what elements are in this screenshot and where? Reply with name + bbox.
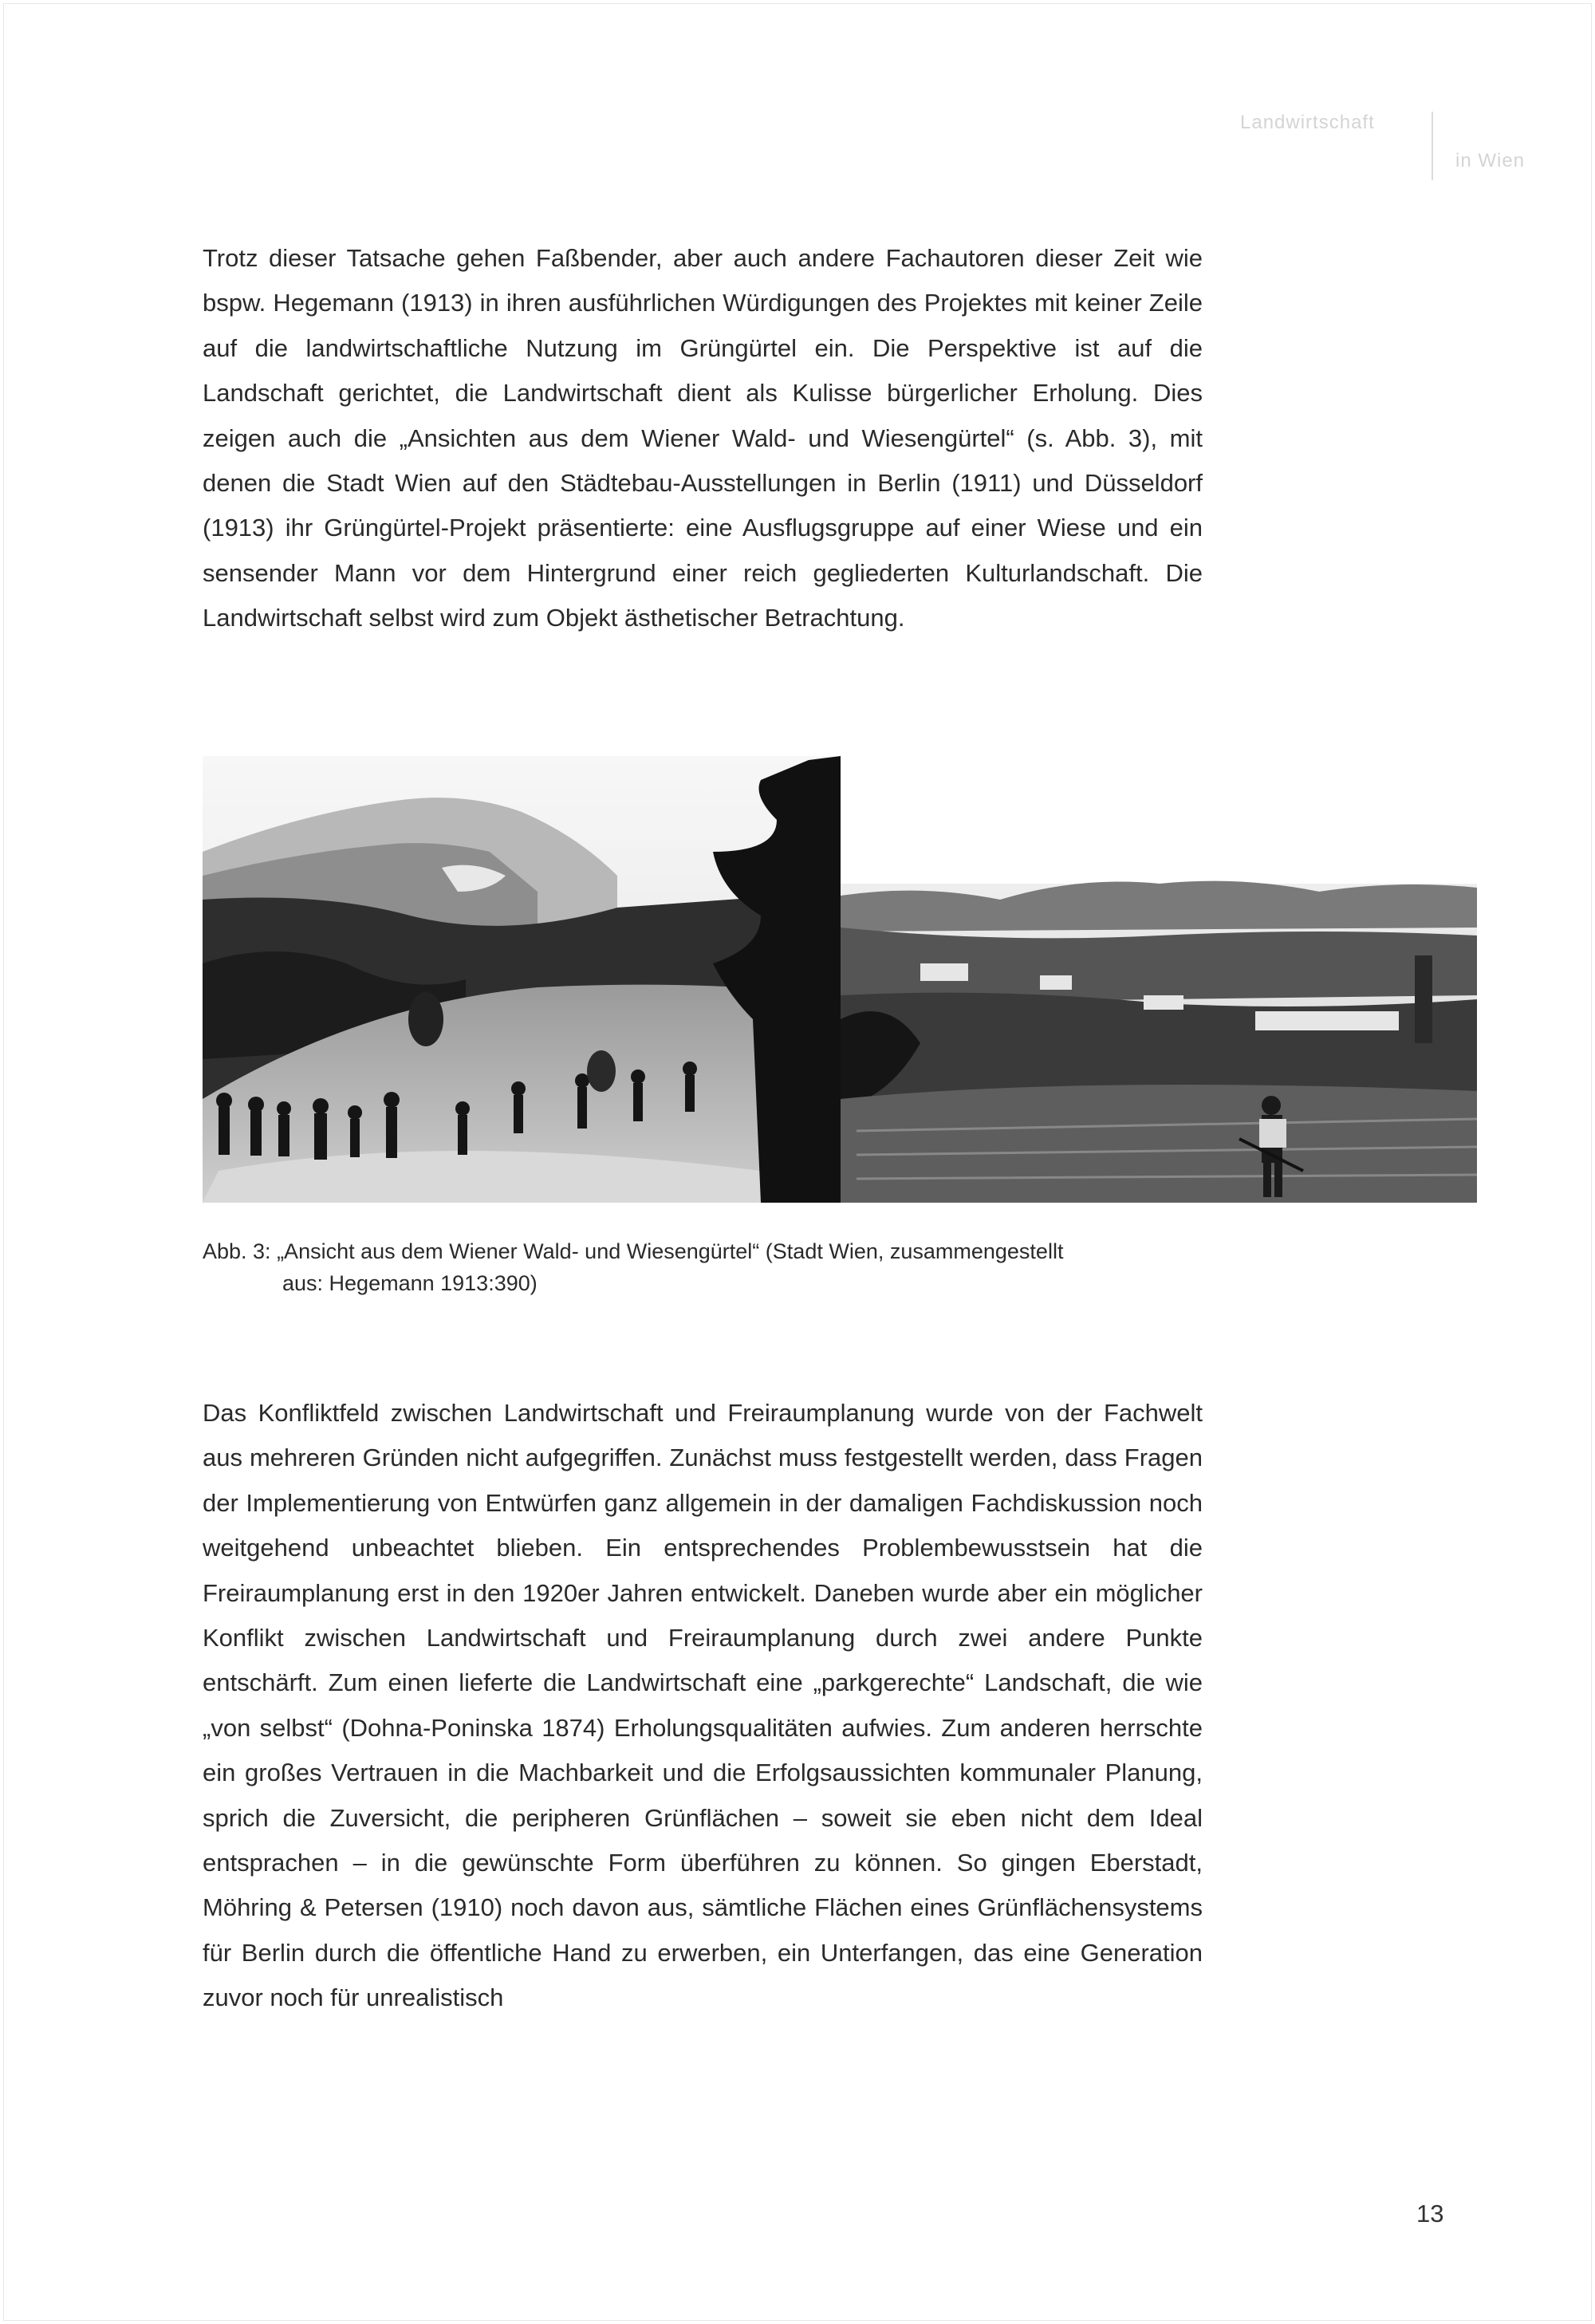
figure-photographs xyxy=(203,756,1477,1203)
running-header-subtitle: in Wien xyxy=(1455,150,1526,171)
running-header xyxy=(1232,112,1551,183)
body-paragraph-2: Das Konfliktfeld zwischen Landwirtschaft und Freiraumplanung wurde von der Fachwelt aus mehreren Gründen nicht aufgegriffen. Zunächst muss festgestellt werden, dass Fragen der Implementierung von Entwürfen ganz allgemein in der damaligen Fachdiskussion noch weitgehend unbeachtet blieben. Ein entsprechendes Problembewusstsein hat die Freiraumplanung erst in den 1920er Jahren entwickelt. Daneben wurde aber ein möglicher Konflikt zwischen Landwirtschaft und Freiraumplanung durch zwei andere Punkte entschärft. Zum einen lieferte die Landwirtschaft eine „parkgerechte“ Landschaft, die wie „von selbst“ (Dohna-Poninska 1874) Erholungsqualitäten aufwies. Zum anderen herrschte ein großes Vertrauen in die Machbarkeit und die Erfolgsaussichten kommunaler Planung, sprich die Zuversicht, die peripheren Grünflächen – soweit sie eben nicht dem Ideal entsprachen – in die gewünschte Form überführen zu können. So gingen Eberstadt, Möhring & Petersen (1910) noch davon aus, sämtliche Flächen eines Grünflächensystems für Berlin durch die öffentliche Hand zu erwerben, ein Unterfangen, das eine Generation zuvor noch für unrealistisch xyxy=(203,1399,1203,2012)
body-paragraph-1: Trotz dieser Tatsache gehen Faßbender, aber auch andere Fachautoren dieser Zeit wie bspw. Hegemann (1913) in ihren ausführlichen Würdigungen des Projektes mit keiner Zeile auf die landwirtschaftliche Nutzung im Grüngürtel ein. Die Perspektive ist auf die Landschaft gerichtet, die Landwirtschaft dient als Kulisse bürgerlicher Erholung. Dies zeigen auch die „Ansichten aus dem Wiener Wald- und Wiesengürtel“ (s. Abb. 3), mit denen die Stadt Wien auf den Städtebau-Ausstellungen in Berlin (1911) und Düsseldorf (1913) ihr Grüngürtel-Projekt präsentierte: eine Ausflugsgruppe auf einer Wiese und ein sensender Mann vor dem Hintergrund einer reich gegliederten Kulturlandschaft. Die Landwirtschaft selbst wird zum Objekt ästhetischer Betrachtung. xyxy=(203,244,1203,632)
header-divider xyxy=(1432,112,1433,180)
running-header-title: Landwirtschaft xyxy=(1240,112,1375,133)
caption-line-1: Abb. 3: „Ansicht aus dem Wiener Wald- und Wiesengürtel“ (Stadt Wien, zusammengestellt xyxy=(203,1239,1064,1263)
photo-scything-man-landscape xyxy=(841,881,1477,1203)
figure-caption xyxy=(203,1235,1335,1299)
photo-excursion-group-meadow xyxy=(203,756,841,1203)
caption-line-2: aus: Hegemann 1913:390) xyxy=(282,1271,538,1295)
page-number: 13 xyxy=(1416,2200,1444,2227)
figure-photos-svg xyxy=(203,756,1477,1203)
